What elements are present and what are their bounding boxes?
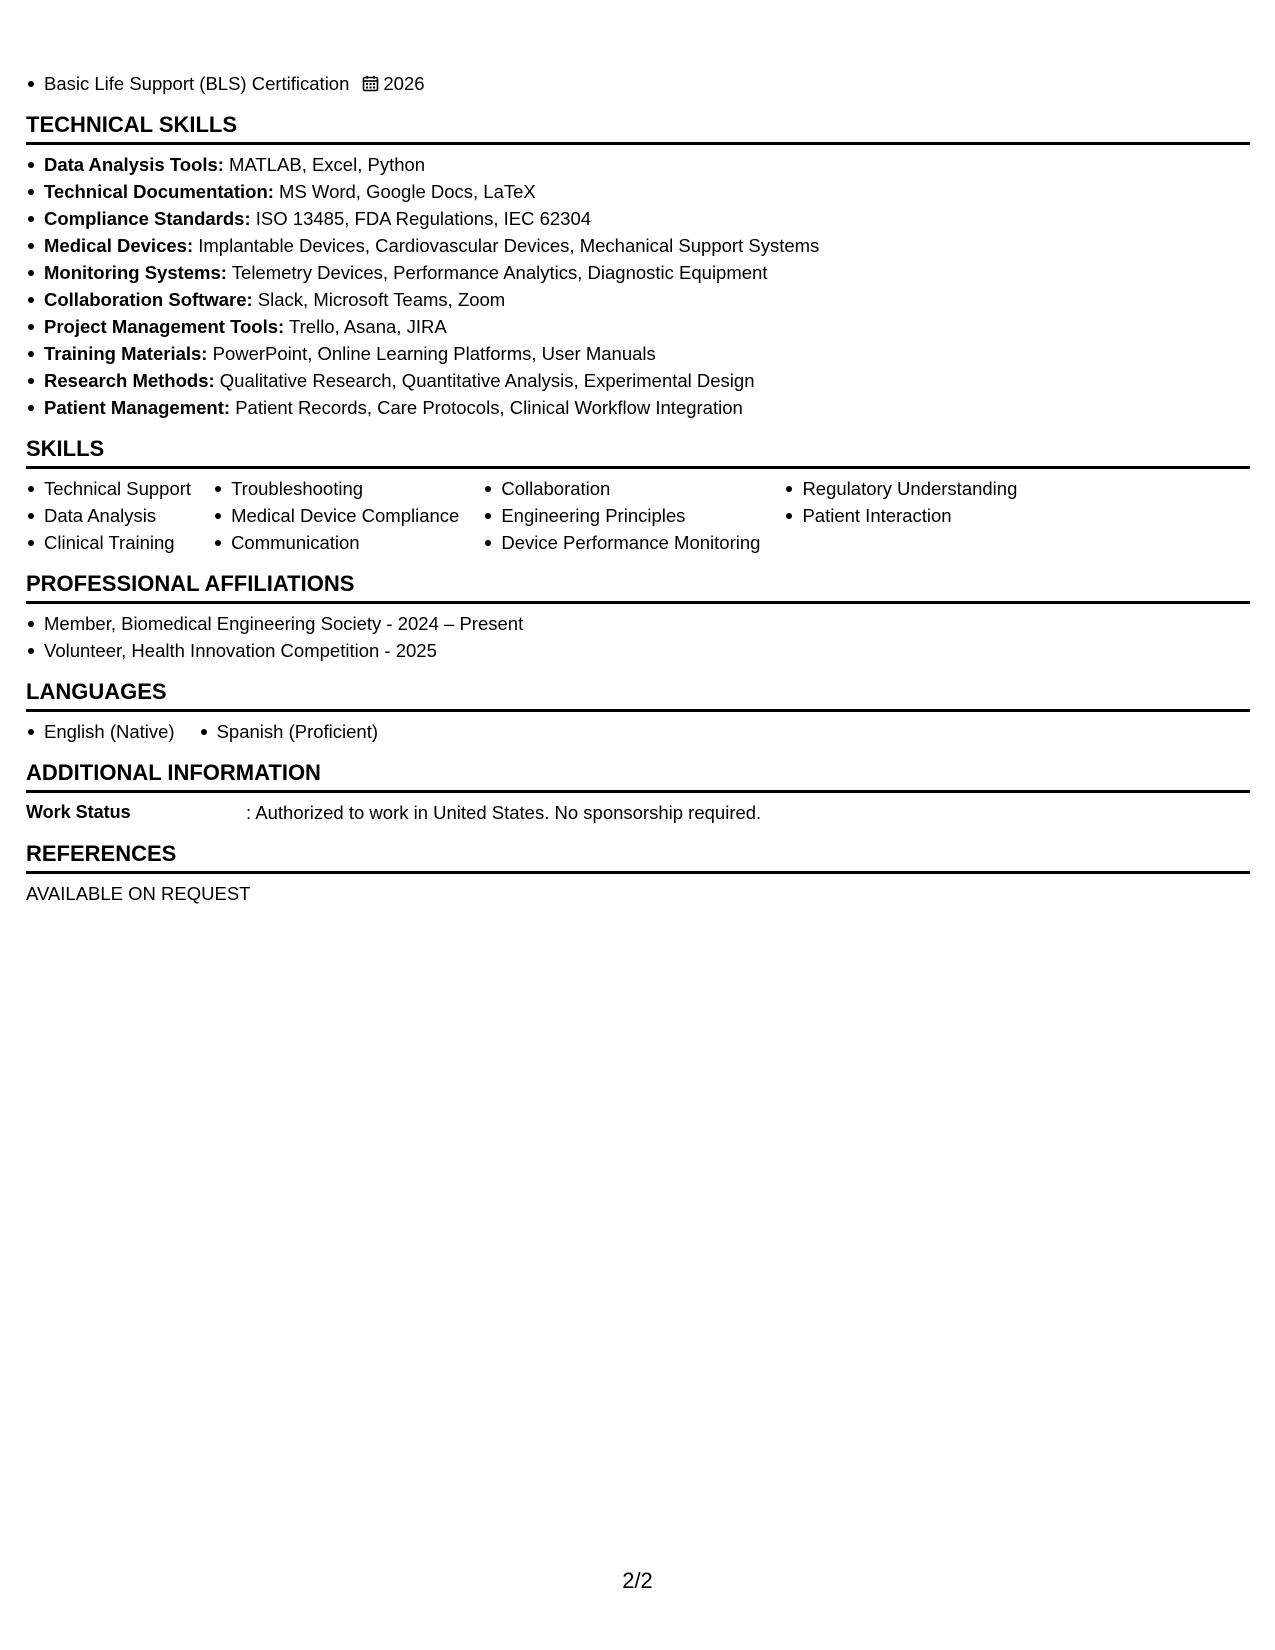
list-item [26,178,1250,205]
list-item: Medical Device Compliance [213,502,459,529]
skill-label: Project Management Tools: [44,316,285,337]
references-text: AVAILABLE ON REQUEST [26,883,251,904]
references-section [26,840,1250,907]
skill-label: Monitoring Systems: [44,262,227,283]
certification-year: 2026 [383,73,425,94]
skills-column [483,475,760,556]
page-number: 2/2 [622,1568,653,1593]
section-title: PROFESSIONAL AFFILIATIONS [26,570,1250,604]
skills-section [26,435,1250,556]
skill-value: Implantable Devices, Cardiovascular Devices, Mechanical Support Systems [198,235,820,256]
skill-value: ISO 13485, FDA Regulations, IEC 62304 [255,208,592,229]
skill-label: Data Analysis Tools: [44,154,224,175]
skill-label: Patient Management: [44,397,231,418]
list-item [26,340,1250,367]
skill-value: Telemetry Devices, Performance Analytics, Diagnostic Equipment [231,262,768,283]
skill-label: Technical Documentation: [44,181,274,202]
additional-info-section [26,759,1250,826]
info-value: : Authorized to work in United States. No sponsorship required. [246,802,762,823]
skills-column [784,475,1017,556]
list-item [26,394,1250,421]
list-item: Patient Interaction [784,502,1017,529]
skill-label: Research Methods: [44,370,215,391]
technical-skills-list [26,151,1250,421]
list-item: Data Analysis [26,502,191,529]
list-item [26,313,1250,340]
skill-value: Slack, Microsoft Teams, Zoom [257,289,506,310]
technical-skills-section [26,111,1250,421]
skill-label: Compliance Standards: [44,208,251,229]
calendar-icon [362,75,379,92]
certification-item [26,70,1250,97]
skill-value: Qualitative Research, Quantitative Analysis, Experimental Design [219,370,755,391]
list-item: Communication [213,529,459,556]
skill-value: MATLAB, Excel, Python [229,154,426,175]
skill-value: MS Word, Google Docs, LaTeX [279,181,536,202]
affiliations-section [26,570,1250,664]
info-row [26,799,1250,826]
skill-value: PowerPoint, Online Learning Platforms, User Manuals [212,343,656,364]
skills-column [213,475,459,556]
list-item: Collaboration [483,475,760,502]
skills-column [26,475,191,556]
list-item: Device Performance Monitoring [483,529,760,556]
languages-section [26,678,1250,745]
section-title: SKILLS [26,435,1250,469]
skill-value: Trello, Asana, JIRA [289,316,447,337]
list-item [26,232,1250,259]
list-item: Engineering Principles [483,502,760,529]
list-item [26,205,1250,232]
languages-list [26,718,1250,745]
list-item [26,259,1250,286]
list-item: Technical Support [26,475,191,502]
list-item: Member, Biomedical Engineering Society - 2024 – Present [26,610,1250,637]
skill-label: Training Materials: [44,343,208,364]
section-title: LANGUAGES [26,678,1250,712]
list-item: Volunteer, Health Innovation Competition - 2025 [26,637,1250,664]
list-item: Troubleshooting [213,475,459,502]
section-title: TECHNICAL SKILLS [26,111,1250,145]
skill-label: Medical Devices: [44,235,194,256]
affiliations-list [26,610,1250,664]
list-item: Spanish (Proficient) [199,718,378,745]
section-title: ADDITIONAL INFORMATION [26,759,1250,793]
section-title: REFERENCES [26,840,1250,874]
list-item: Clinical Training [26,529,191,556]
certification-name: Basic Life Support (BLS) Certification [44,73,350,94]
list-item [26,151,1250,178]
list-item: English (Native) [26,718,175,745]
list-item [26,286,1250,313]
skill-label: Collaboration Software: [44,289,253,310]
list-item: Regulatory Understanding [784,475,1017,502]
certification-list [26,70,1250,97]
info-key: Work Status [26,802,131,822]
skills-grid [26,475,1250,556]
skill-value: Patient Records, Care Protocols, Clinical Workflow Integration [235,397,743,418]
list-item [26,367,1250,394]
